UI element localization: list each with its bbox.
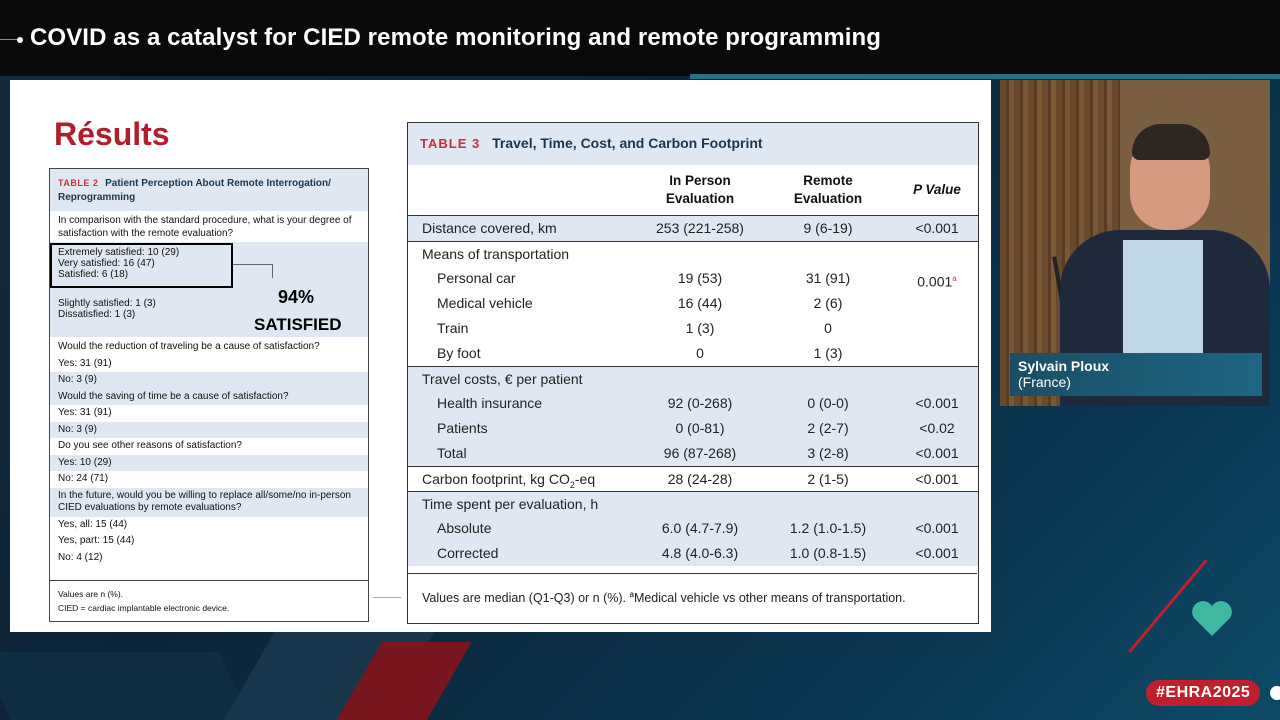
col-remote	[768, 172, 888, 208]
col-in-person	[630, 172, 770, 208]
footnote-text: Values are median (Q1-Q3) or n (%).	[422, 591, 630, 606]
p-value-cell	[894, 541, 980, 566]
remote-cell	[768, 441, 888, 466]
table-row	[408, 541, 978, 566]
row-label: Health insurance	[437, 395, 543, 411]
answer-item: No: 3 (9)	[50, 372, 368, 389]
remote-cell	[768, 316, 888, 341]
table-row	[408, 491, 978, 516]
title-bar	[0, 0, 1280, 76]
cell-value: 96 (87-268)	[663, 445, 737, 461]
row-label: Medical vehicle	[437, 295, 533, 311]
table-row	[408, 516, 978, 541]
heart-logo-icon	[1190, 600, 1234, 638]
row-label: Means of transportation	[422, 246, 570, 262]
speaker-name: Sylvain Ploux	[1018, 358, 1110, 374]
table-row	[408, 441, 978, 466]
col-remote-line1: Remote	[803, 173, 853, 188]
co2-subscript: 2	[569, 479, 575, 490]
cell-value: <0.001	[915, 471, 959, 487]
row-label: Train	[437, 320, 469, 336]
title-dot	[17, 37, 23, 43]
in-person-cell	[630, 516, 770, 541]
hashtag-dot	[1270, 686, 1280, 700]
table-row	[408, 466, 978, 491]
cell-value: <0.001	[915, 520, 959, 536]
row-label: By foot	[437, 345, 481, 361]
table-3-header	[408, 123, 978, 165]
divider-line	[373, 597, 401, 598]
cell-value: 0 (0-81)	[675, 420, 725, 436]
answer-item: Yes: 10 (29)	[50, 455, 368, 472]
p-value-sup: a	[952, 274, 957, 283]
remote-cell	[768, 216, 888, 241]
row-label: Travel costs, € per patient	[422, 371, 583, 387]
answer-item: Yes: 31 (91)	[58, 407, 112, 418]
cell-value: 9 (6-19)	[803, 220, 853, 236]
question-4: Do you see other reasons of satisfaction?	[58, 440, 242, 451]
row-label: Time spent per evaluation, h	[422, 496, 599, 512]
cell-value: 2 (6)	[813, 295, 843, 311]
cell-value: <0.001	[915, 545, 959, 561]
table-3-title: Travel, Time, Cost, and Carbon Footprint	[492, 135, 763, 151]
row-label: Distance covered, km	[422, 220, 557, 236]
remote-cell	[768, 467, 888, 492]
p-value-cell	[894, 467, 980, 492]
cell-value: 31 (91)	[805, 270, 851, 286]
table-row	[408, 266, 978, 291]
footnote-line: Values are n (%).	[58, 589, 124, 599]
in-person-cell	[630, 341, 770, 366]
table-row	[408, 416, 978, 441]
table-2	[49, 168, 369, 622]
table-row	[408, 216, 978, 241]
remote-cell	[768, 541, 888, 566]
in-person-cell	[630, 541, 770, 566]
table-3-body	[408, 216, 978, 566]
cell-value: 6.0 (4.7-7.9)	[661, 520, 739, 536]
table-2-footnote	[50, 580, 368, 621]
row-label: Corrected	[437, 545, 499, 561]
presentation-title: COVID as a catalyst for CIED remote monitoring and remote programming	[30, 24, 882, 51]
cell-value: 0	[696, 345, 704, 361]
table-row	[408, 341, 978, 366]
cell-value: 1.2 (1.0-1.5)	[789, 520, 867, 536]
cell-value: 19 (53)	[677, 270, 723, 286]
row-label: Absolute	[437, 520, 492, 536]
remote-cell	[768, 516, 888, 541]
remote-cell	[768, 341, 888, 366]
cell-value: 92 (0-268)	[667, 395, 733, 411]
cell-value: 28 (24-28)	[667, 471, 733, 487]
p-value-cell	[894, 391, 980, 416]
cell-value: <0.001	[915, 445, 959, 461]
table-3-column-headers	[408, 165, 978, 216]
slide-heading: Résults	[54, 116, 170, 152]
highlight-box	[50, 243, 233, 288]
event-hashtag: #EHRA2025	[1146, 680, 1260, 706]
cell-value: <0.001	[915, 395, 959, 411]
cell-value: 2 (2-7)	[807, 420, 849, 436]
remote-cell	[768, 291, 888, 316]
table-row	[408, 241, 978, 266]
question-2: Would the reduction of traveling be a cause of satisfaction?	[58, 341, 320, 352]
in-person-cell	[630, 266, 770, 291]
slide	[10, 80, 991, 632]
cell-value: 2 (1-5)	[807, 471, 849, 487]
footnote-line: CIED = cardiac implantable electronic device.	[58, 603, 230, 613]
cell-value: 3 (2-8)	[807, 445, 849, 461]
cell-value: 16 (44)	[677, 295, 723, 311]
answer-item: Very satisfied: 16 (47)	[58, 258, 155, 269]
footnote-sup: a	[629, 590, 634, 599]
remote-cell	[768, 391, 888, 416]
p-value-cell	[894, 216, 980, 241]
remote-cell	[768, 416, 888, 441]
answer-item: No: 4 (12)	[58, 551, 103, 563]
table-row	[408, 366, 978, 391]
footnote-text: Medical vehicle vs other means of transportation.	[633, 591, 906, 606]
in-person-cell	[630, 316, 770, 341]
answer-item: Slightly satisfied: 1 (3)	[58, 298, 156, 309]
table-row	[408, 316, 978, 341]
table-2-title: Patient Perception About Remote Interrogation/ Reprogramming	[58, 178, 331, 203]
p-value-cell	[894, 416, 980, 441]
answer-item: Dissatisfied: 1 (3)	[58, 309, 136, 320]
row-label: Total	[437, 445, 467, 461]
p-value-cell	[894, 441, 980, 466]
speaker-name-box	[1010, 353, 1262, 396]
cell-value: 1.0 (0.8-1.5)	[789, 545, 867, 561]
cell-value: 253 (221-258)	[656, 220, 744, 236]
cell-value: <0.001	[915, 220, 959, 236]
remote-cell	[768, 266, 888, 291]
row-label: Patients	[437, 420, 488, 436]
title-accent-line	[690, 74, 1280, 79]
row-label-text: Carbon footprint, kg CO	[422, 471, 570, 487]
satisfied-label: SATISFIED	[254, 315, 342, 334]
title-dash	[0, 39, 18, 40]
answer-item: Yes, part: 15 (44)	[58, 535, 135, 546]
answer-item: No: 24 (71)	[58, 473, 109, 484]
question-3: Would the saving of time be a cause of satisfaction?	[50, 389, 368, 406]
answer-item: Yes, all: 15 (44)	[58, 518, 128, 530]
answer-item: Extremely satisfied: 10 (29)	[58, 247, 180, 258]
col-in-person-line2: Evaluation	[665, 191, 735, 206]
table-3-tag: TABLE 3	[420, 136, 481, 151]
speaker-country: (France)	[1018, 374, 1071, 390]
in-person-cell	[630, 291, 770, 316]
table-row	[408, 391, 978, 416]
cell-value: 0 (0-0)	[807, 395, 849, 411]
answer-item: No: 3 (9)	[50, 422, 368, 439]
connector-line	[272, 264, 273, 278]
satisfied-percent: 94%	[278, 287, 315, 307]
table-3-footnote	[408, 573, 977, 621]
question-1: In comparison with the standard procedure, what is your degree of satisfaction with the remote evaluation?	[58, 215, 352, 239]
row-label: Personal car	[437, 270, 516, 286]
question-5: In the future, would you be willing to replace all/some/no in-person CIED evaluations by remote evaluations?	[50, 488, 368, 517]
cell-value: 0.001	[917, 273, 953, 290]
col-remote-line2: Evaluation	[793, 191, 863, 206]
in-person-cell	[630, 216, 770, 241]
co2-suffix: -eq	[574, 471, 596, 487]
answer-item: Satisfied: 6 (18)	[58, 269, 129, 280]
cell-value: <0.02	[919, 420, 955, 436]
cell-value: 1 (3)	[685, 320, 715, 336]
in-person-cell	[630, 391, 770, 416]
cell-value: 0	[824, 320, 832, 336]
in-person-cell	[630, 441, 770, 466]
table-row	[408, 291, 978, 316]
in-person-cell	[630, 416, 770, 441]
col-p-value-label: P Value	[913, 182, 961, 197]
background-decoration	[0, 632, 1280, 720]
answer-item: Yes: 31 (91)	[58, 357, 112, 369]
table-3	[407, 122, 979, 624]
col-in-person-line1: In Person	[669, 173, 731, 188]
p-value-cell	[894, 516, 980, 541]
table-2-header	[50, 169, 368, 211]
in-person-cell	[630, 467, 770, 492]
cell-value: 1 (3)	[813, 345, 843, 361]
table-2-tag: TABLE 2	[58, 178, 99, 188]
connector-line	[233, 264, 273, 265]
col-p-value	[894, 181, 980, 199]
cell-value: 4.8 (4.0-6.3)	[661, 545, 739, 561]
